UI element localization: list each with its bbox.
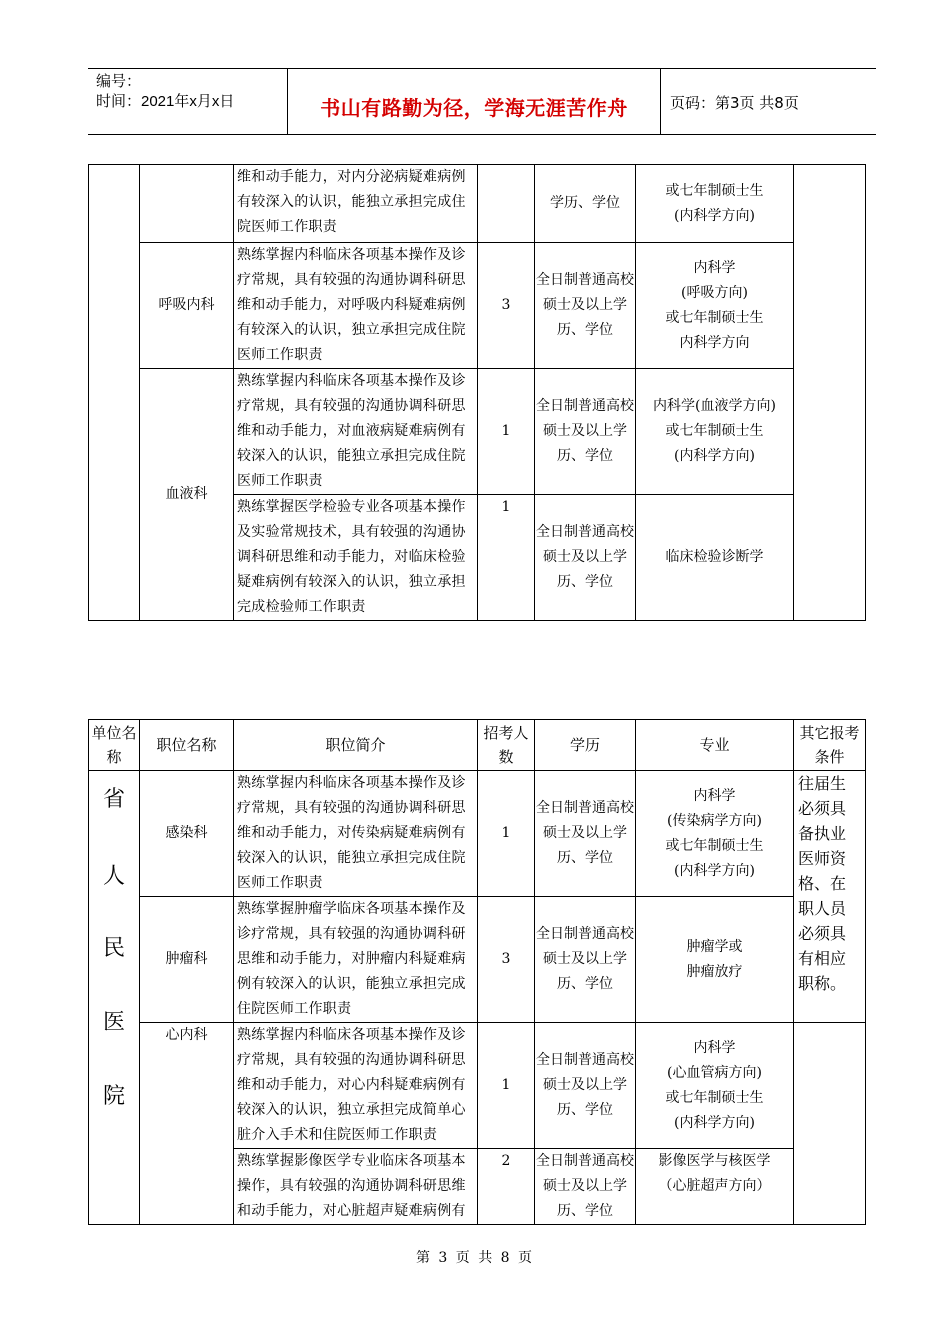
- position-intro: 熟练掌握内科临床各项基本操作及诊疗常规，具有较强的沟通协调科研思维和动手能力，对传染病疑难病例有较深入的认识，能独立承担完成住院医师工作职责: [234, 771, 478, 897]
- table-row: [89, 243, 866, 369]
- page-footer: 第 3 页 共 8 页: [415, 1250, 535, 1266]
- col-header-count: 招考人数: [478, 720, 535, 771]
- education-cell: 全日制普通高校硕士及以上学历、学位: [535, 771, 636, 897]
- major-cell: 影像医学与核医学 （心脏超声方向）: [636, 1149, 794, 1225]
- header-bottom-rule: [88, 134, 876, 135]
- header-top-rule: [88, 68, 876, 69]
- positions-table: [88, 719, 866, 1225]
- education-cell: 全日制普通高校硕士及以上学历、学位: [535, 369, 636, 495]
- position-intro: 熟练掌握内科临床各项基本操作及诊疗常规，具有较强的沟通协调科研思维和动手能力，对呼吸内科疑难病例有较深入的认识，独立承担完成住院医师工作职责: [234, 243, 478, 369]
- header-meta: [96, 72, 234, 112]
- major-cell: 内科学 (心血管病方向) 或七年制硕士生 (内科学方向): [636, 1023, 794, 1149]
- position-intro: 熟练掌握医学检验专业各项基本操作及实验常规技术，具有较强的沟通协调科研思维和动手能力，对临床检验疑难病例有较深入的认识，独立承担完成检验师工作职责: [234, 495, 478, 621]
- header-motto: 书山有路勤为径，学海无涯苦作舟: [320, 96, 628, 120]
- headcount-cell: 2: [478, 1149, 535, 1225]
- col-header-position: 职位名称: [140, 720, 234, 771]
- table-row: [89, 1023, 866, 1149]
- headcount-cell: [478, 165, 535, 243]
- headcount-cell: 1: [478, 369, 535, 495]
- header-page-info: 页码：第3页 共8页: [670, 94, 799, 112]
- headcount-cell: 3: [478, 243, 535, 369]
- headcount-cell: 1: [478, 771, 535, 897]
- table-row: [89, 369, 866, 495]
- unit-char: 院: [102, 1084, 125, 1109]
- unit-char: 医: [102, 1010, 125, 1035]
- headcount-cell: 1: [478, 495, 535, 621]
- table-row: [89, 897, 866, 1023]
- table-header-row: [89, 720, 866, 771]
- table-row: [89, 165, 866, 243]
- dept-name: 呼吸内科: [140, 243, 234, 369]
- header-divider-right: [660, 68, 661, 134]
- major-cell: 内科学 (传染病学方向) 或七年制硕士生 (内科学方向): [636, 771, 794, 897]
- major-cell: 内科学(血液学方向) 或七年制硕士生 (内科学方向): [636, 369, 794, 495]
- major-cell: 内科学 (呼吸方向) 或七年制硕士生 内科学方向: [636, 243, 794, 369]
- headcount-cell: 3: [478, 897, 535, 1023]
- other-conditions-text: 往届生必须具备执业医师资格、在职人员必须具有相应职称。: [798, 774, 847, 993]
- headcount-cell: 1: [478, 1023, 535, 1149]
- education-cell: 学历、学位: [535, 165, 636, 243]
- education-cell: 全日制普通高校硕士及以上学历、学位: [535, 495, 636, 621]
- table-row: [89, 771, 866, 897]
- col-header-other: 其它报考条件: [794, 720, 866, 771]
- education-cell: 全日制普通高校硕士及以上学历、学位: [535, 1023, 636, 1149]
- position-intro: 熟练掌握内科临床各项基本操作及诊疗常规，具有较强的沟通协调科研思维和动手能力，对血液病疑难病例有较深入的认识，能独立承担完成住院医师工作职责: [234, 369, 478, 495]
- dept-name: 血液科: [140, 369, 234, 621]
- dept-name: 肿瘤科: [140, 897, 234, 1023]
- position-intro: 熟练掌握内科临床各项基本操作及诊疗常规，具有较强的沟通协调科研思维和动手能力，对心内科疑难病例有较深入的认识，独立承担完成简单心脏介入手术和住院医师工作职责: [234, 1023, 478, 1149]
- major-cell: 或七年制硕士生 (内科学方向): [636, 165, 794, 243]
- col-header-major: 专业: [636, 720, 794, 771]
- unit-char: 省: [102, 787, 125, 812]
- position-intro: 熟练掌握影像医学专业临床各项基本操作，具有较强的沟通协调科研思维和动手能力，对心脏超声疑难病例有: [234, 1149, 478, 1225]
- positions-table-continued: [88, 164, 866, 621]
- dept-name: 心内科: [140, 1023, 234, 1225]
- other-conditions-cell: [794, 165, 866, 621]
- position-intro: 维和动手能力，对内分泌病疑难病例有较深入的认识，能独立承担完成住院医师工作职责: [234, 165, 478, 243]
- col-header-unit: 单位名称: [89, 720, 140, 771]
- dept-cell: [140, 165, 234, 243]
- header-time-label: 时间：2021年x月x日: [96, 93, 235, 110]
- education-cell: 全日制普通高校硕士及以上学历、学位: [535, 1149, 636, 1225]
- dept-name: 感染科: [140, 771, 234, 897]
- unit-name-cell: [89, 771, 140, 1225]
- header-number-label: 编号：: [96, 73, 142, 90]
- col-header-education: 学历: [535, 720, 636, 771]
- position-intro: 熟练掌握肿瘤学临床各项基本操作及诊疗常规，具有较强的沟通协调科研思维和动手能力，对肿瘤内科疑难病例有较深入的认识，能独立承担完成住院医师工作职责: [234, 897, 478, 1023]
- major-cell: 临床检验诊断学: [636, 495, 794, 621]
- col-header-intro: 职位简介: [234, 720, 478, 771]
- other-conditions-cell-empty: [794, 1023, 866, 1225]
- education-cell: 全日制普通高校硕士及以上学历、学位: [535, 897, 636, 1023]
- major-cell: 肿瘤学或 肿瘤放疗: [636, 897, 794, 1023]
- unit-char: 人: [102, 864, 125, 889]
- unit-char: 民: [102, 936, 125, 961]
- unit-cell: [89, 165, 140, 621]
- education-cell: 全日制普通高校硕士及以上学历、学位: [535, 243, 636, 369]
- other-conditions-cell: [794, 771, 866, 1023]
